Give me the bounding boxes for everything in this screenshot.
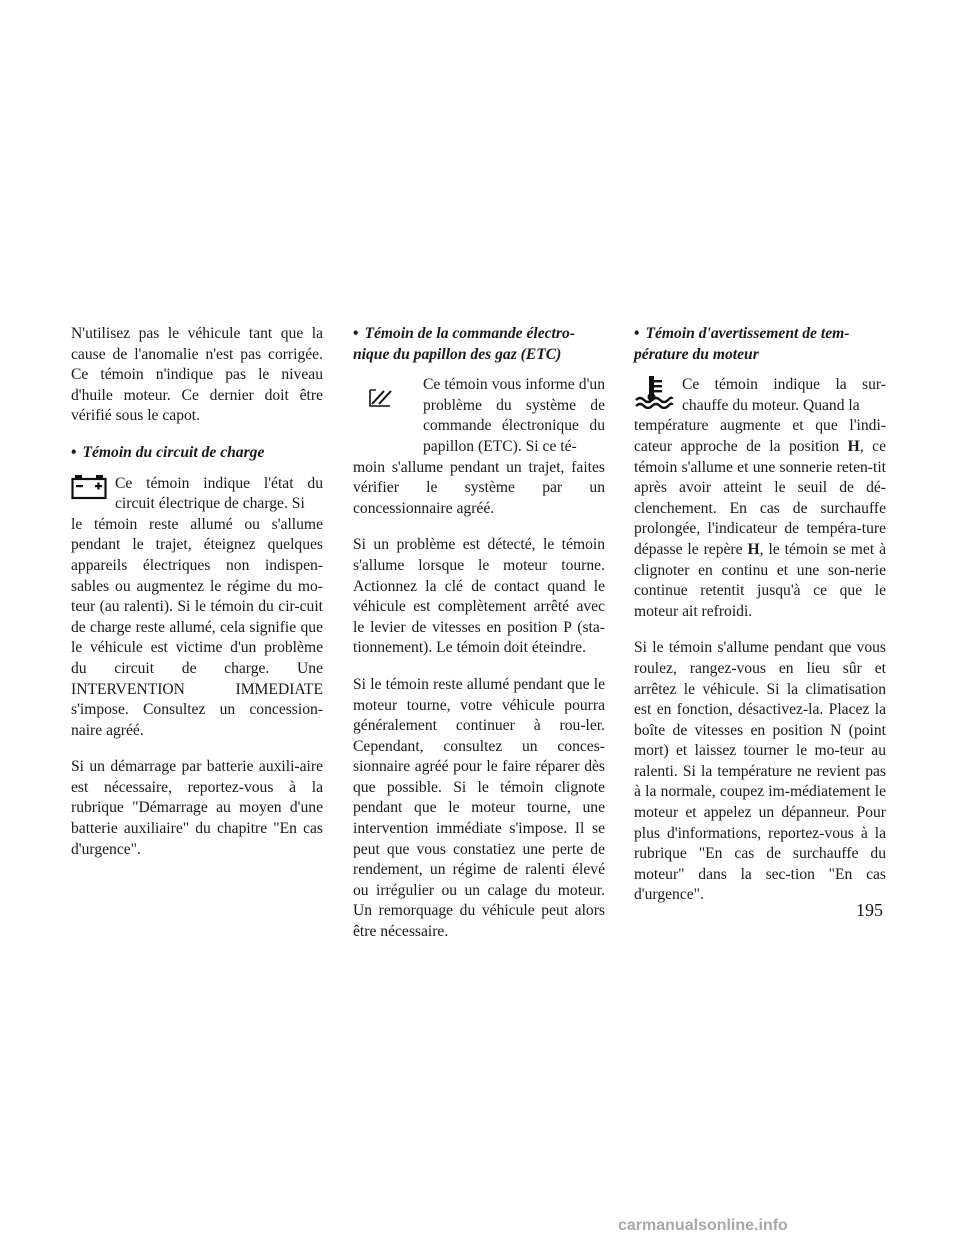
section-heading: • Témoin d'avertissement de tem-pérature du moteur (634, 325, 850, 363)
icon-block (353, 375, 605, 457)
paragraph: Si un démarrage par batterie auxili-aire est nécessaire, reportez-vous à la rubrique "Démarrage au moyen d'une batterie auxiliaire" du chapitre "En cas d'urgence". (71, 758, 323, 858)
paragraph: N'utilisez pas le véhicule tant que la cause de l'anomalie n'est pas corrigée. Ce témoin n'indique pas le niveau d'huile moteur. Ce dernier doit être vérifié sous le capot. (71, 325, 323, 425)
paragraph: température augmente et que l'indi-cateur approche de la position H, ce témoin s'allume et une sonnerie reten-tit après avoir atteint le seuil de dé-clenchement. En cas de surchauffe prolongée, l'indicateur de tempéra-ture dépasse le repère H, le témoin se met à clignoter en continu et une son-nerie continue retentit jusqu'à ce que le moteur ait refroidi. (634, 417, 887, 620)
page-number: 195 (856, 900, 883, 920)
bullet: • (634, 325, 640, 342)
section-heading: • Témoin de la commande électro-nique du papillon des gaz (ETC) (353, 325, 575, 363)
icon-caption: Ce témoin indique la sur-chauffe du moteur. Quand la (682, 376, 886, 414)
position-h-marker: H (847, 437, 860, 455)
icon-caption: Ce témoin vous informe d'un problème du système de commande électronique du papillon (ETC). Si ce té- (423, 376, 605, 455)
paragraph: moin s'allume pendant un trajet, faites vérifier le système par un concessionnaire agréé. (353, 458, 605, 517)
section-heading: • Témoin du circuit de charge (71, 443, 265, 461)
bullet: • (71, 443, 77, 461)
paragraph: Si le témoin reste allumé pendant que le moteur tourne, votre véhicule pourra généralement continuer à rou-ler. Cependant, consultez un conces-sionnaire agréé pour le faire réparer dès que possible. Si le témoin clignote pendant que le moteur tourne, une intervention immédiate s'impose. Il se peut que vous constatiez une perte de rendement, un régime de ralenti élevé ou irrégulier ou un calage du moteur. Un remorquage du véhicule peut alors être nécessaire. (353, 675, 605, 941)
paragraph: Si un problème est détecté, le témoin s'allume lorsque le moteur tourne. Actionnez la clé de contact quand le véhicule est complètement arrêté avec le levier de vitesses en position P (sta-tionnement). Le témoin doit éteindre. (353, 536, 605, 657)
battery-icon (71, 474, 107, 507)
footer-watermark: carmanualsonline.info (618, 1217, 788, 1234)
icon-block (71, 474, 323, 515)
column-2 (353, 324, 605, 959)
column-3 (634, 324, 886, 922)
position-h-marker: H (747, 540, 760, 558)
paragraph: Si le témoin s'allume pendant que vous roulez, rangez-vous en lieu sûr et arrêtez le véhicule. Si la climatisation est en fonction, désactivez-la. Placez la boîte de vitesses en position N (point mort) et laissez tourner le mo-teur au ralenti. Si la température ne revient pas à la normale, coupez im-médiatement le moteur et appelez un dépanneur. Pour plus d'informations, reportez-vous à la rubrique "En cas de surchauffe du moteur" dans la sec-tion "En cas d'urgence". (634, 639, 886, 904)
coolant-temperature-icon (634, 375, 674, 416)
icon-block (634, 375, 886, 416)
paragraph: le témoin reste allumé ou s'allume pendant le trajet, éteignez quelques appareils électriques non indispen-sables ou augmentez le régime du mo-teur (au ralenti). Si le témoin du cir-cuit de charge reste allumé, cela signifie que le véhicule est victime d'un problème du circuit de charge. Une INTERVENTION IMMEDIATE s'impose. Consultez un concession-naire agréé. (71, 515, 323, 739)
throttle-control-icon (353, 375, 415, 416)
icon-caption: Ce témoin indique l'état du circuit électrique de charge. Si (115, 474, 323, 513)
column-1 (71, 324, 323, 876)
bullet: • (353, 325, 359, 342)
